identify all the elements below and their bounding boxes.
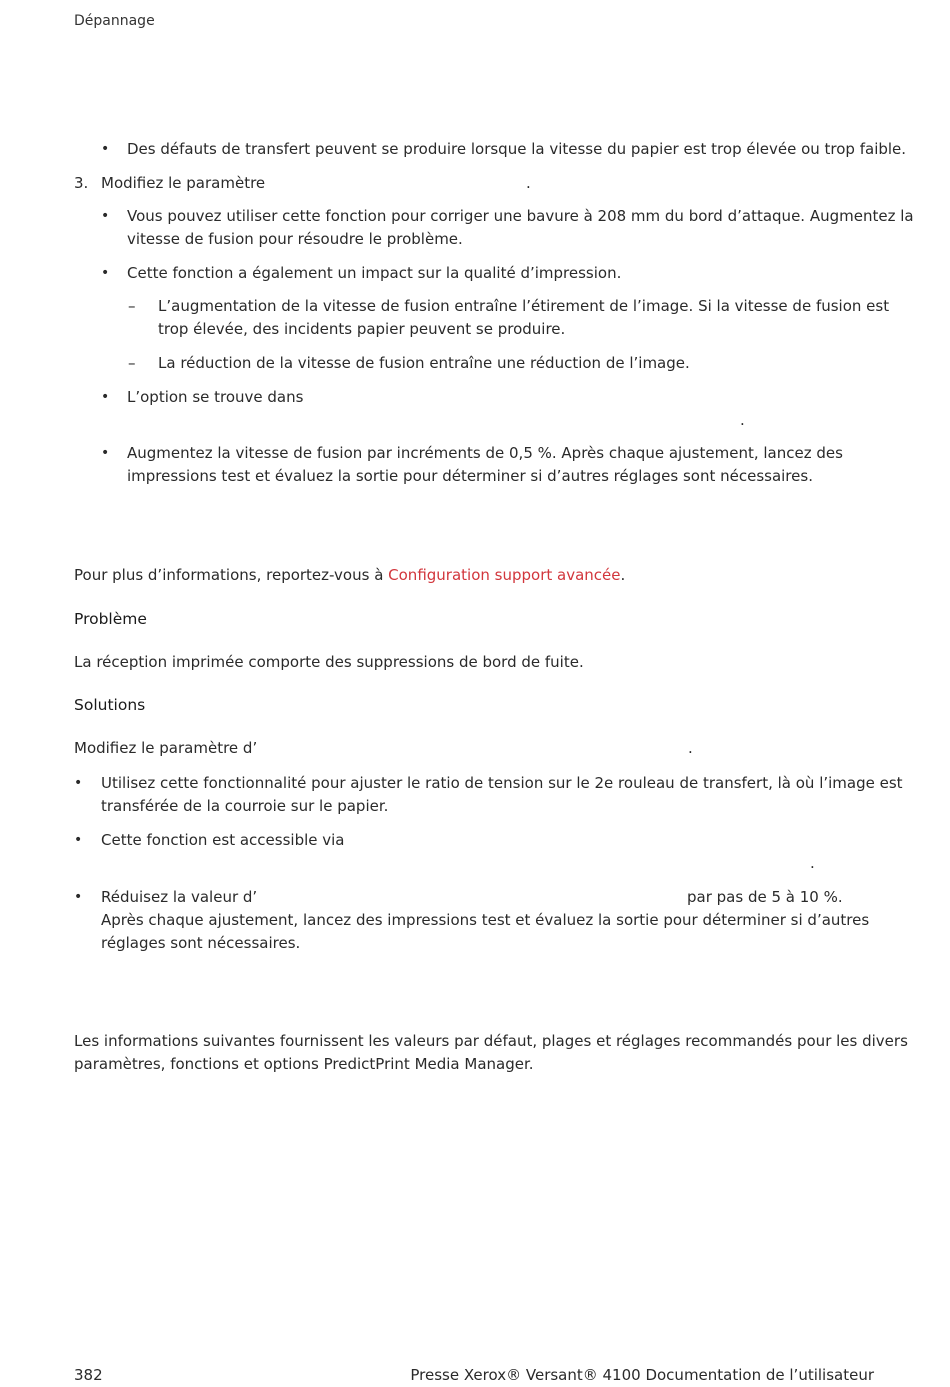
list-item-text: transférée de la courroie sur le papier.	[101, 797, 389, 815]
solutions-heading: Solutions	[74, 696, 146, 714]
sub-item-text: La réduction de la vitesse de fusion entraîne une réduction de l’image.	[158, 354, 690, 372]
problem-text: La réception imprimée comporte des suppressions de bord de fuite.	[74, 653, 584, 671]
more-info-suffix: .	[620, 566, 626, 584]
list-item-text: Après chaque ajustement, lancez des impressions test et évaluez la sortie pour déterminer si d’autres	[101, 911, 870, 929]
list-item-text: Augmentez la vitesse de fusion par incréments de 0,5 %. Après chaque ajustement, lancez des	[127, 444, 843, 462]
page-number: 382	[74, 1366, 103, 1384]
list-item-text: Vous pouvez utiliser cette fonction pour corriger une bavure à 208 mm du bord d’attaque. Augmentez la	[127, 207, 914, 225]
step-period: .	[526, 174, 531, 192]
list-item-period: .	[740, 411, 745, 429]
sub-item-text: L’augmentation de la vitesse de fusion entraîne l’étirement de l’image. Si la vitesse de fusion est	[158, 297, 890, 315]
step-number: 3.	[74, 174, 89, 192]
bullet-marker: •	[101, 389, 110, 405]
closing-paragraph-line: paramètres, fonctions et options PredictPrint Media Manager.	[74, 1055, 534, 1073]
list-item-text: Cette fonction a également un impact sur la qualité d’impression.	[127, 264, 622, 282]
list-item-text: par pas de 5 à 10 %.	[687, 888, 843, 906]
bullet-marker: •	[101, 265, 110, 281]
dash-marker: –	[128, 354, 136, 372]
problem-heading: Problème	[74, 610, 147, 628]
advanced-media-setup-link[interactable]: Configuration support avancée	[388, 566, 621, 584]
list-item-text: Des défauts de transfert peuvent se produire lorsque la vitesse du papier est trop élevée ou trop faible.	[127, 140, 907, 158]
list-item-text: vitesse de fusion pour résoudre le problème.	[127, 230, 463, 248]
document-title: Presse Xerox® Versant® 4100 Documentation de l’utilisateur	[410, 1366, 874, 1384]
list-item-text: impressions test et évaluez la sortie pour déterminer si d’autres réglages sont nécessaires.	[127, 467, 813, 485]
step-text: Modifiez le paramètre	[101, 174, 266, 192]
list-item-text: Utilisez cette fonctionnalité pour ajuster le ratio de tension sur le 2e rouleau de transfert, là où l’image est	[101, 774, 903, 792]
bullet-marker: •	[74, 775, 83, 791]
more-info-paragraph	[74, 564, 625, 587]
closing-paragraph-line: Les informations suivantes fournissent les valeurs par défaut, plages et réglages recommandés pour les divers	[74, 1032, 908, 1050]
bullet-marker: •	[101, 445, 110, 461]
bullet-marker: •	[101, 141, 110, 157]
bullet-marker: •	[74, 889, 83, 905]
list-item-text: L’option se trouve dans	[127, 388, 304, 406]
list-item-text: Cette fonction est accessible via	[101, 831, 345, 849]
list-item-text: réglages sont nécessaires.	[101, 934, 301, 952]
list-item-text: Réduisez la valeur d’	[101, 888, 258, 906]
dash-marker: –	[128, 297, 136, 315]
bullet-marker: •	[74, 832, 83, 848]
list-item-period: .	[810, 854, 815, 872]
running-header: Dépannage	[74, 13, 155, 29]
solutions-intro-period: .	[688, 739, 693, 757]
solutions-intro: Modifiez le paramètre d’	[74, 739, 258, 757]
sub-item-text: trop élevée, des incidents papier peuvent se produire.	[158, 320, 566, 338]
more-info-prefix: Pour plus d’informations, reportez-vous à	[74, 566, 389, 584]
bullet-marker: •	[101, 208, 110, 224]
